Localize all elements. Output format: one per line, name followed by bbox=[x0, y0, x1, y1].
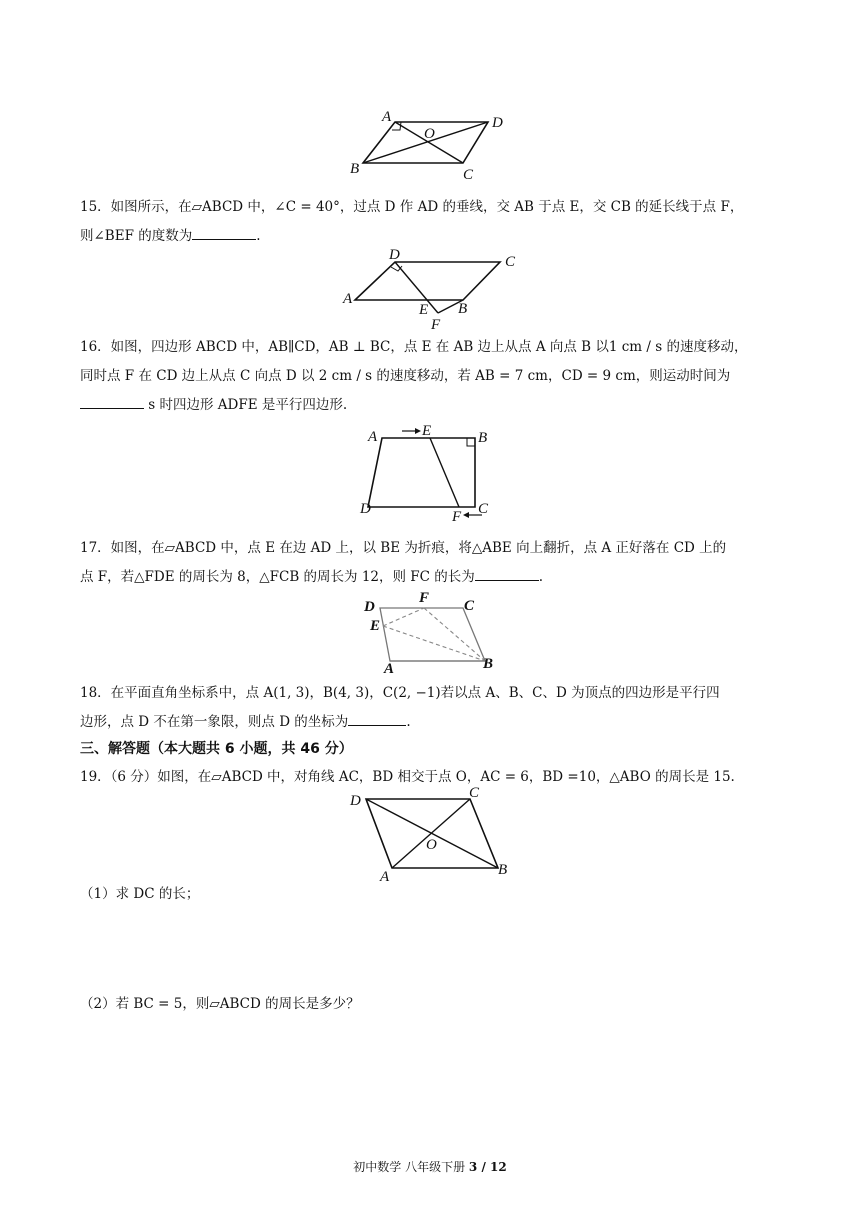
figure-q17-fold bbox=[360, 588, 505, 676]
q17-line2-pre: 点 F，若△FDE 的周长为 8，△FCB 的周长为 12，则 FC 的长为 bbox=[80, 569, 475, 585]
question-18 bbox=[80, 679, 780, 737]
label-B: B bbox=[498, 862, 508, 878]
label-D: D bbox=[364, 599, 375, 615]
figure-q19-parallelogram bbox=[340, 785, 520, 885]
label-B: B bbox=[458, 301, 468, 317]
label-F: F bbox=[431, 317, 441, 333]
label-D: D bbox=[350, 793, 361, 809]
label-A: A bbox=[380, 869, 390, 885]
label-B: B bbox=[350, 161, 360, 177]
answer-blank-q15[interactable] bbox=[192, 224, 256, 240]
label-O: O bbox=[426, 837, 437, 853]
figure-q16-trapezoid bbox=[358, 422, 498, 522]
question-15 bbox=[80, 193, 780, 251]
label-F: F bbox=[419, 590, 430, 606]
label-C: C bbox=[469, 785, 480, 801]
q18-line2-post: . bbox=[406, 714, 411, 730]
label-C: C bbox=[505, 254, 516, 270]
label-A: A bbox=[382, 109, 392, 125]
question-16 bbox=[80, 333, 780, 420]
label-C: C bbox=[463, 167, 474, 183]
page-number: 3 / 12 bbox=[468, 1160, 507, 1174]
label-F: F bbox=[452, 509, 462, 522]
section-heading: 三、解答题（本大题共 6 小题，共 46 分） bbox=[80, 741, 353, 757]
label-A: A bbox=[384, 661, 395, 676]
q17-line2-post: . bbox=[538, 569, 544, 585]
q19-line1: 19．（6 分）如图，在▱ABCD 中，对角线 AC，BD 相交于点 O，AC = 6，BD =10，△ABO 的周长是 15. bbox=[80, 769, 735, 785]
label-E: E bbox=[419, 302, 429, 318]
label-O: O bbox=[424, 126, 435, 142]
q15-line1: 15．如图所示，在▱ABCD 中，∠C = 40°，过点 D 作 AD 的垂线，交 AB 于点 E，交 CB 的延长线于点 F， bbox=[80, 199, 744, 215]
label-C: C bbox=[464, 598, 475, 614]
answer-blank-q17[interactable] bbox=[475, 565, 539, 581]
q17-line1: 17．如图，在▱ABCD 中，点 E 在边 AD 上，以 BE 为折痕，将△ABE 向上翻折，点 A 正好落在 CD 上的 bbox=[80, 540, 727, 556]
page-footer bbox=[0, 1158, 860, 1175]
label-E: E bbox=[422, 423, 432, 439]
label-A: A bbox=[343, 291, 353, 307]
q19-subquestion-2 bbox=[80, 990, 780, 1019]
label-C: C bbox=[478, 501, 489, 517]
q19-sub1-text: （1）求 DC 的长； bbox=[80, 886, 200, 902]
q19-subquestion-1 bbox=[80, 880, 780, 909]
label-B: B bbox=[478, 430, 488, 446]
q18-line1: 18．在平面直角坐标系中，点 A(1, 3)，B(4, 3)，C(2, −1)若以点 A、B、C、D 为顶点的四边形是平行四 bbox=[80, 685, 720, 701]
q16-line3: s 时四边形 ADFE 是平行四边形. bbox=[144, 397, 348, 413]
label-D: D bbox=[389, 247, 400, 263]
label-A: A bbox=[368, 429, 378, 445]
label-D: D bbox=[360, 501, 371, 517]
footer-label: 初中数学 八年级下册 bbox=[353, 1160, 469, 1174]
question-17 bbox=[80, 534, 780, 592]
figure-q14-parallelogram bbox=[340, 105, 520, 185]
label-D: D bbox=[492, 115, 503, 131]
figure-q15-parallelogram bbox=[335, 245, 535, 333]
label-E: E bbox=[370, 618, 381, 634]
q16-line1: 16．如图，四边形 ABCD 中，AB∥CD，AB ⊥ BC，点 E 在 AB 边上从点 A 向点 B 以1 cm / s 的速度移动， bbox=[80, 339, 748, 355]
q15-line2-pre: 则∠BEF 的度数为 bbox=[80, 228, 193, 244]
answer-blank-q16[interactable] bbox=[80, 393, 144, 409]
q18-line2-pre: 边形，点 D 不在第一象限，则点 D 的坐标为 bbox=[80, 714, 349, 730]
label-B: B bbox=[483, 656, 494, 672]
q15-line2-post: . bbox=[256, 228, 261, 244]
q19-sub2-text: （2）若 BC = 5，则▱ABCD 的周长是多少？ bbox=[80, 996, 360, 1012]
answer-blank-q18[interactable] bbox=[348, 710, 406, 726]
q16-line2: 同时点 F 在 CD 边上从点 C 向点 D 以 2 cm / s 的速度移动，若 AB = 7 cm，CD = 9 cm，则运动时间为 bbox=[80, 368, 731, 384]
